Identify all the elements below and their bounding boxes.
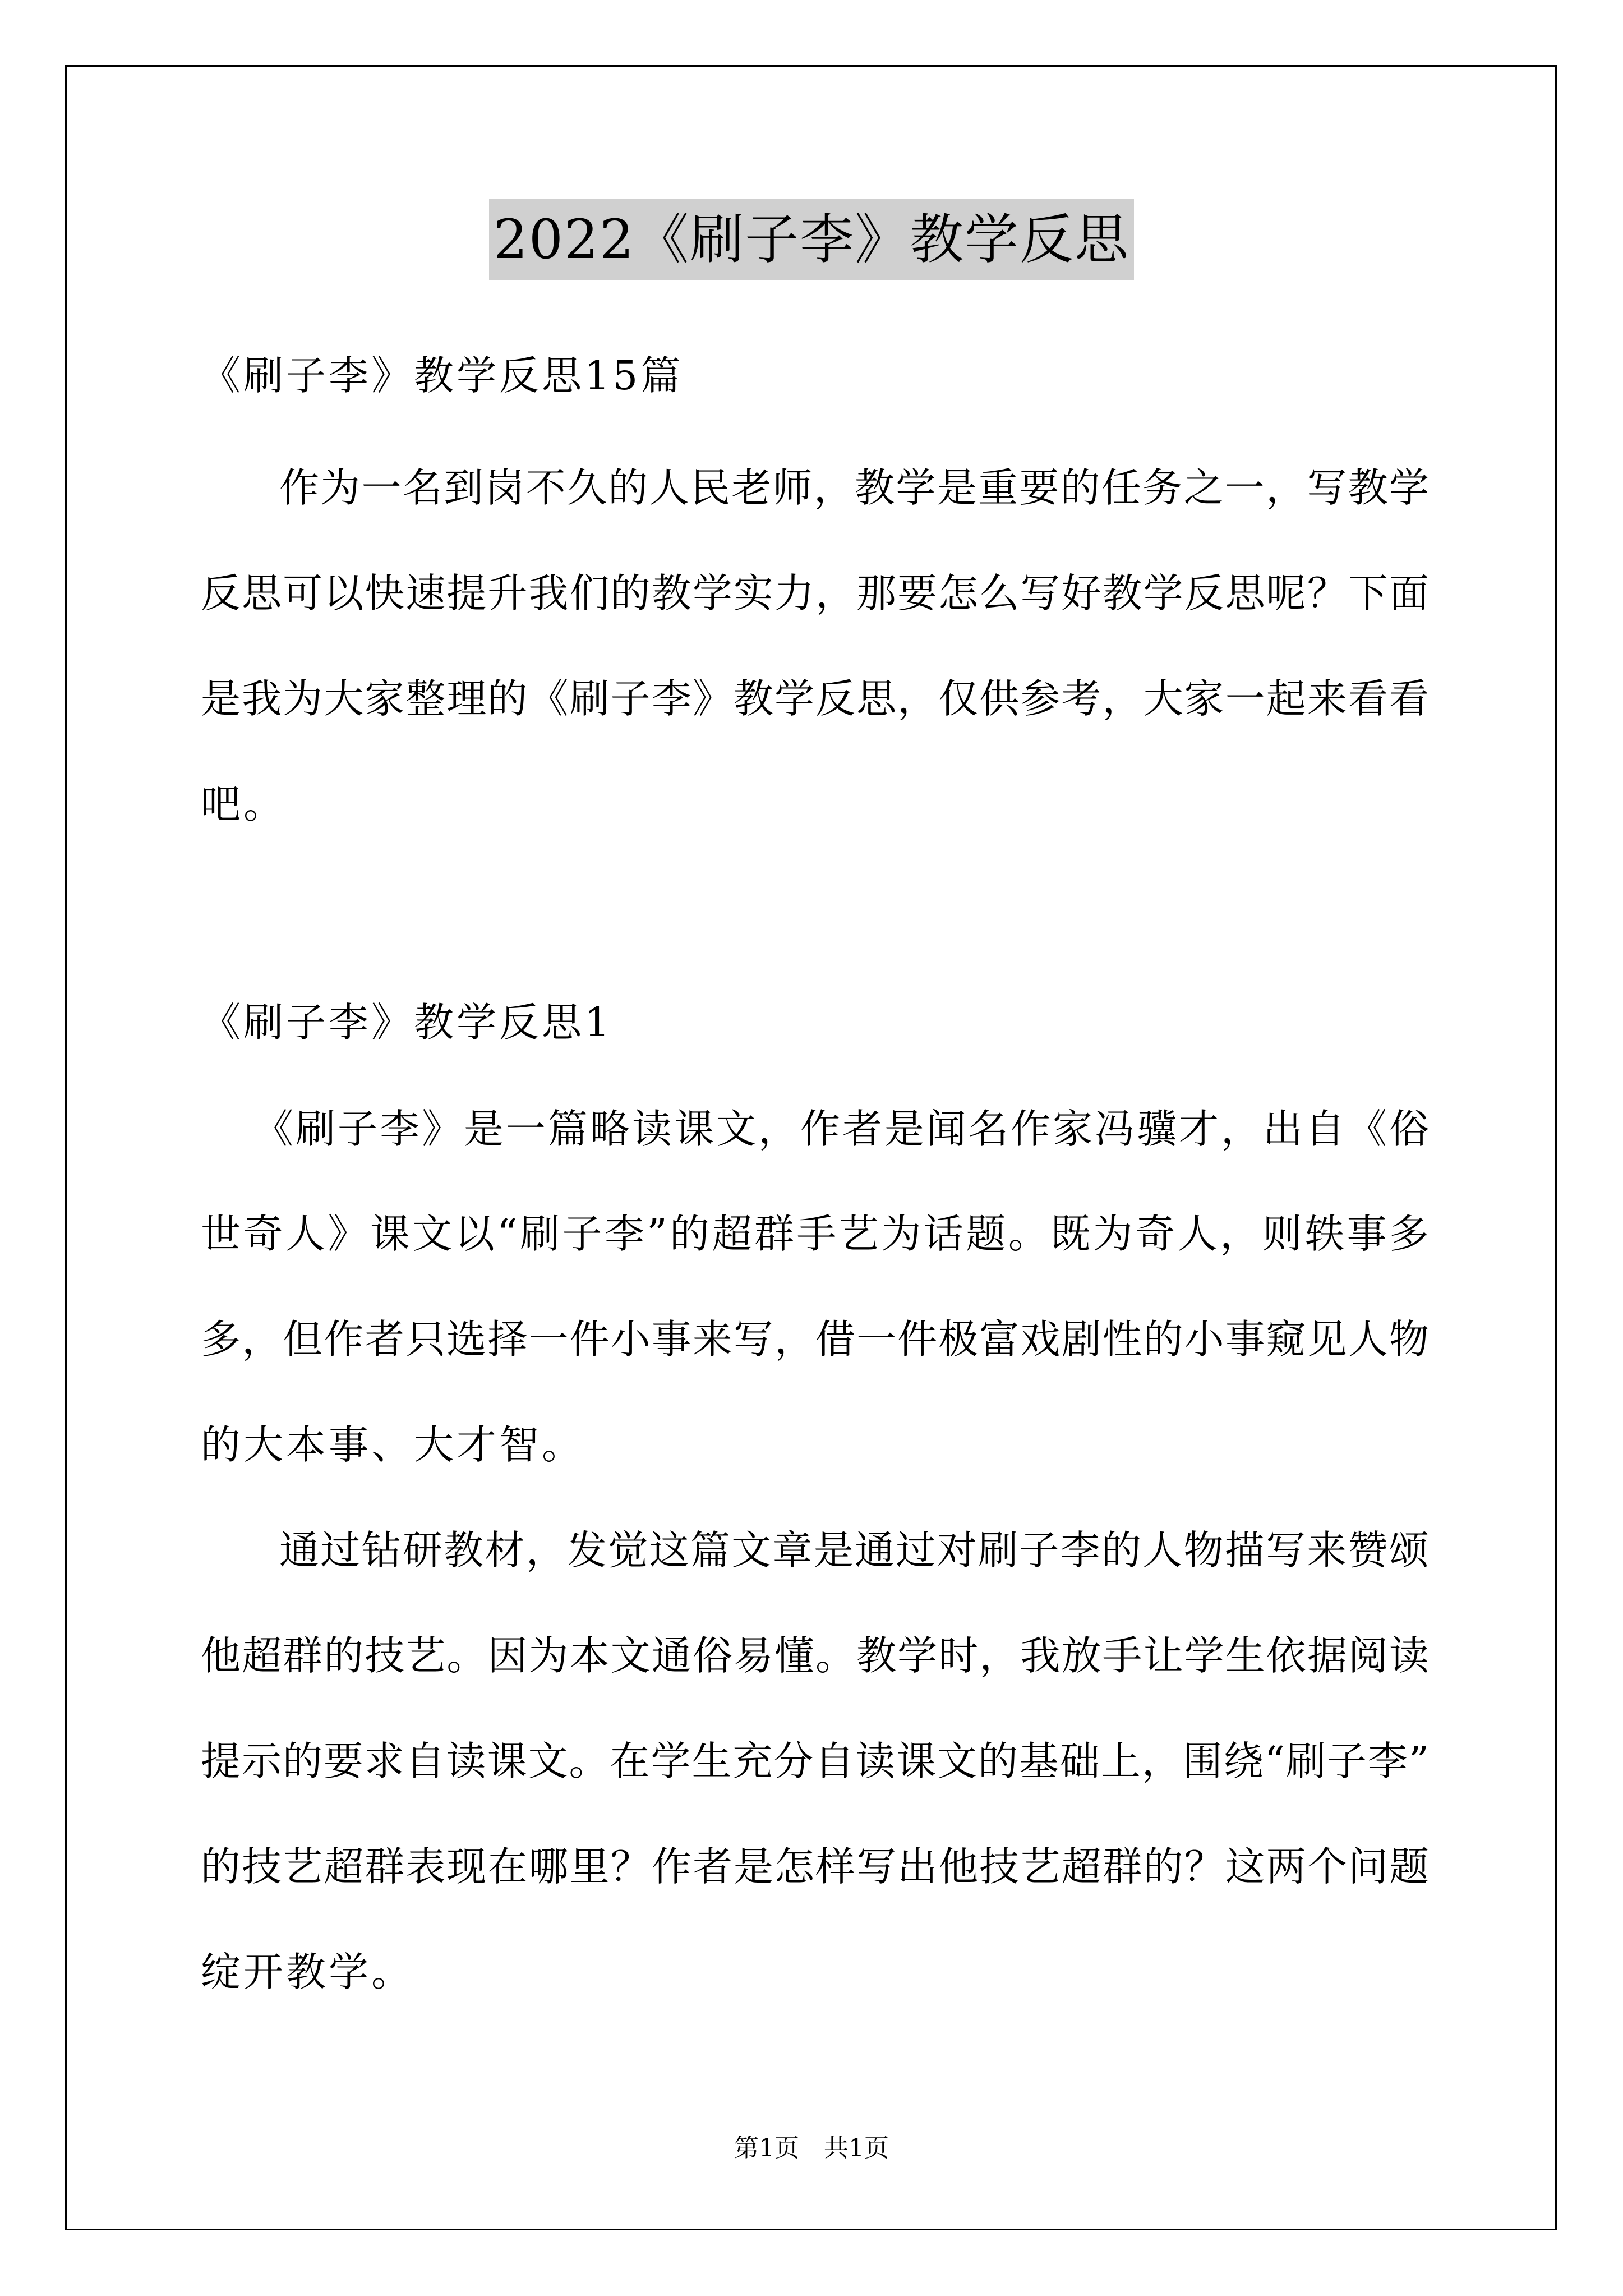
para2-line-3: 提示的要求自读课文。在学生充分自读课文的基础上，围绕“刷子李” <box>201 1738 1429 1784</box>
para2-line-1: 通过钻研教材，发觉这篇文章是通过对刷子李的人物描写来赞颂 <box>279 1527 1429 1573</box>
intro-line-2: 反思可以快速提升我们的教学实力，那要怎么写好教学反思呢？下面 <box>201 570 1429 616</box>
page-footer: 第1页 共1页 <box>734 2134 889 2162</box>
para2-line-2: 他超群的技艺。因为本文通俗易懂。教学时，我放手让学生依据阅读 <box>201 1632 1429 1679</box>
para1-line-1: 《刷子李》是一篇略读课文，作者是闻名作家冯骥才，出自《俗 <box>253 1106 1429 1152</box>
title-container <box>0 199 1623 280</box>
document-title: 2022《刷子李》教学反思 <box>489 199 1134 280</box>
intro-line-1: 作为一名到岗不久的人民老师，教学是重要的任务之一，写教学 <box>279 464 1429 511</box>
intro-line-3: 是我为大家整理的《刷子李》教学反思，仅供参考，大家一起来看看 <box>201 675 1429 722</box>
intro-line-4: 吧。 <box>201 781 287 827</box>
para2-line-5: 绽开教学。 <box>201 1949 414 1995</box>
document-subtitle: 《刷子李》教学反思15篇 <box>201 352 684 399</box>
para1-line-4: 的大本事、大才智。 <box>201 1421 585 1468</box>
section-heading: 《刷子李》教学反思1 <box>201 999 613 1046</box>
para2-line-4: 的技艺超群表现在哪里？作者是怎样写出他技艺超群的？这两个问题 <box>201 1843 1429 1890</box>
para1-line-2: 世奇人》课文以“刷子李”的超群手艺为话题。既为奇人，则轶事多 <box>201 1211 1429 1257</box>
para1-line-3: 多，但作者只选择一件小事来写，借一件极富戏剧性的小事窥见人物 <box>201 1316 1429 1363</box>
